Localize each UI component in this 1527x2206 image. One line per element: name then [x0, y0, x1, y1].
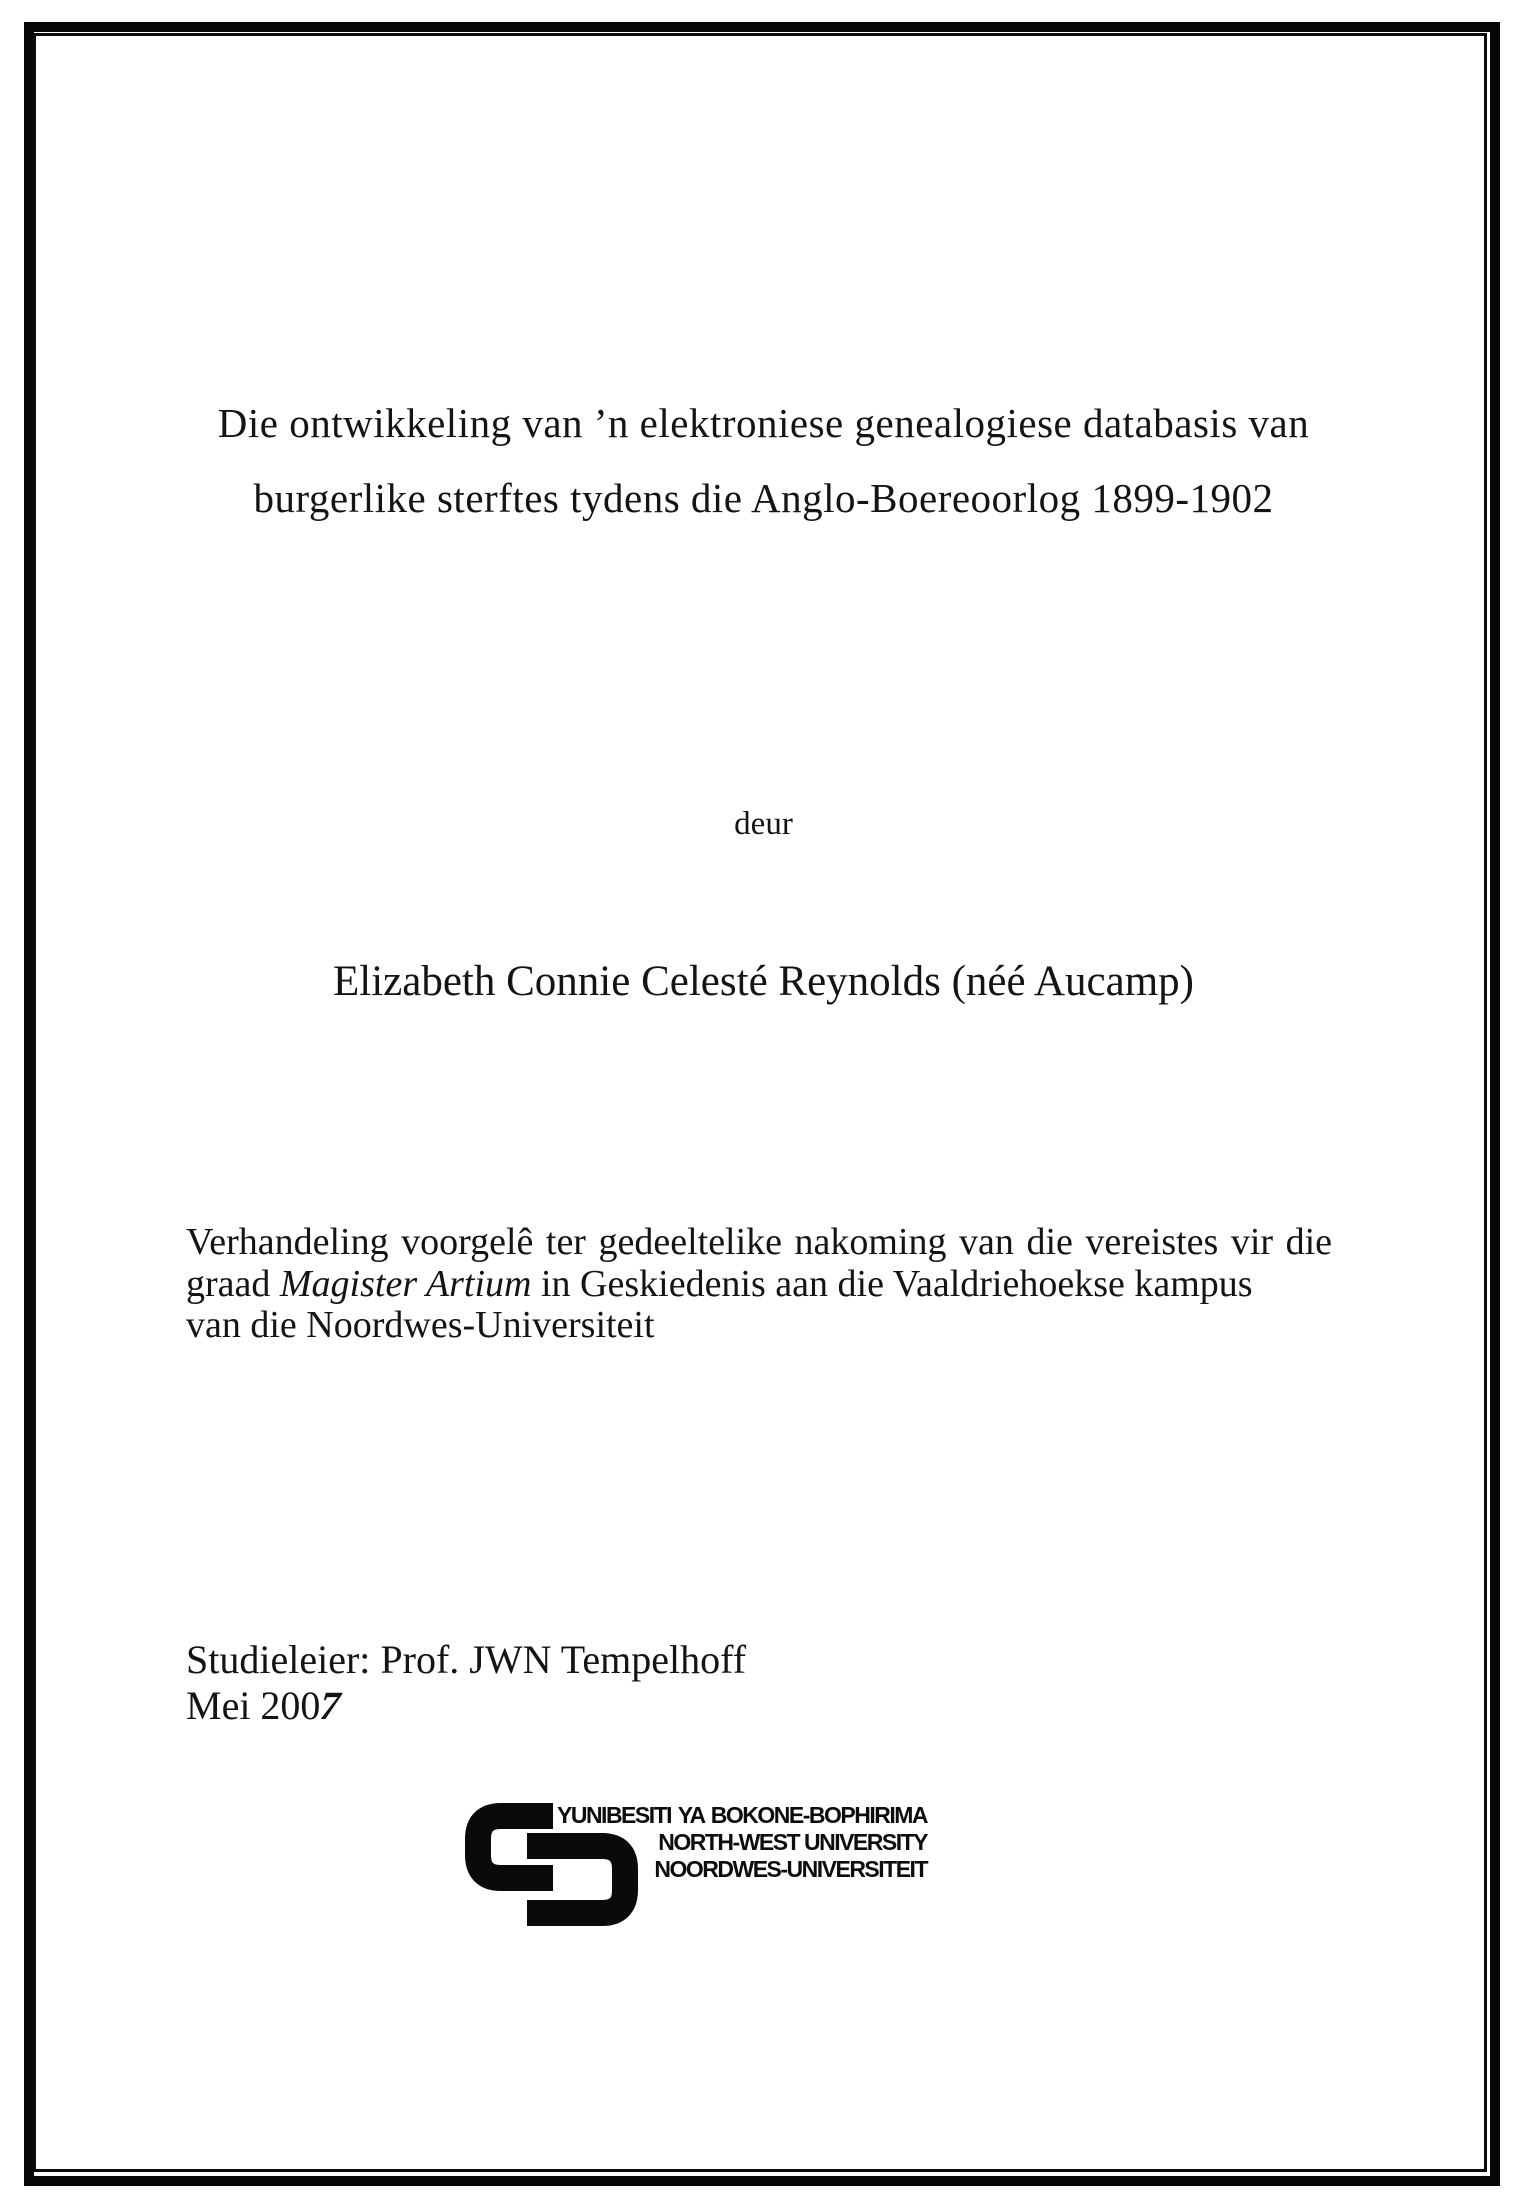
logo-text-line-english: NORTH-WEST UNIVERSITY: [658, 1829, 927, 1855]
supervisor-block: [186, 1637, 1086, 1729]
logo-text-line-setswana: YUNIBESITI YA BOKONE-BOPHIRIMA: [557, 1802, 927, 1828]
statement-line-2-prefix: graad: [186, 1262, 280, 1305]
byline: deur: [734, 806, 793, 842]
thesis-title: [0, 386, 1527, 536]
date-prefix: Mei 200: [186, 1683, 321, 1728]
supervisor-line: Studieleier: Prof. JWN Tempelhoff: [186, 1637, 747, 1682]
date-line: [186, 1683, 1086, 1729]
degree-statement: [186, 1222, 1332, 1347]
date-last-digit: 7: [314, 1683, 347, 1728]
statement-line-3: van die Noordwes-Universiteit: [186, 1304, 655, 1346]
thesis-title-line1: Die ontwikkeling van ’n elektroniese genealogiese databasis van: [217, 400, 1310, 446]
logo-text-line-afrikaans: NOORDWES-UNIVERSITEIT: [654, 1856, 927, 1882]
statement-degree-name: Magister Artium: [279, 1262, 532, 1305]
statement-line-1: Verhandeling voorgelê ter gedeeltelike nakoming van die vereistes vir die: [186, 1221, 1332, 1263]
thesis-title-line2: burgerlike sterftes tydens die Anglo-Boereoorlog 1899-1902: [253, 475, 1274, 521]
author-name: Elizabeth Connie Celesté Reynolds (néé Aucamp): [333, 958, 1194, 1005]
statement-line-2-suffix: in Geskiedenis aan die Vaaldriehoekse kampus: [531, 1262, 1253, 1305]
statement-line-2: [186, 1264, 1332, 1306]
university-logo-text: [557, 1802, 927, 1883]
